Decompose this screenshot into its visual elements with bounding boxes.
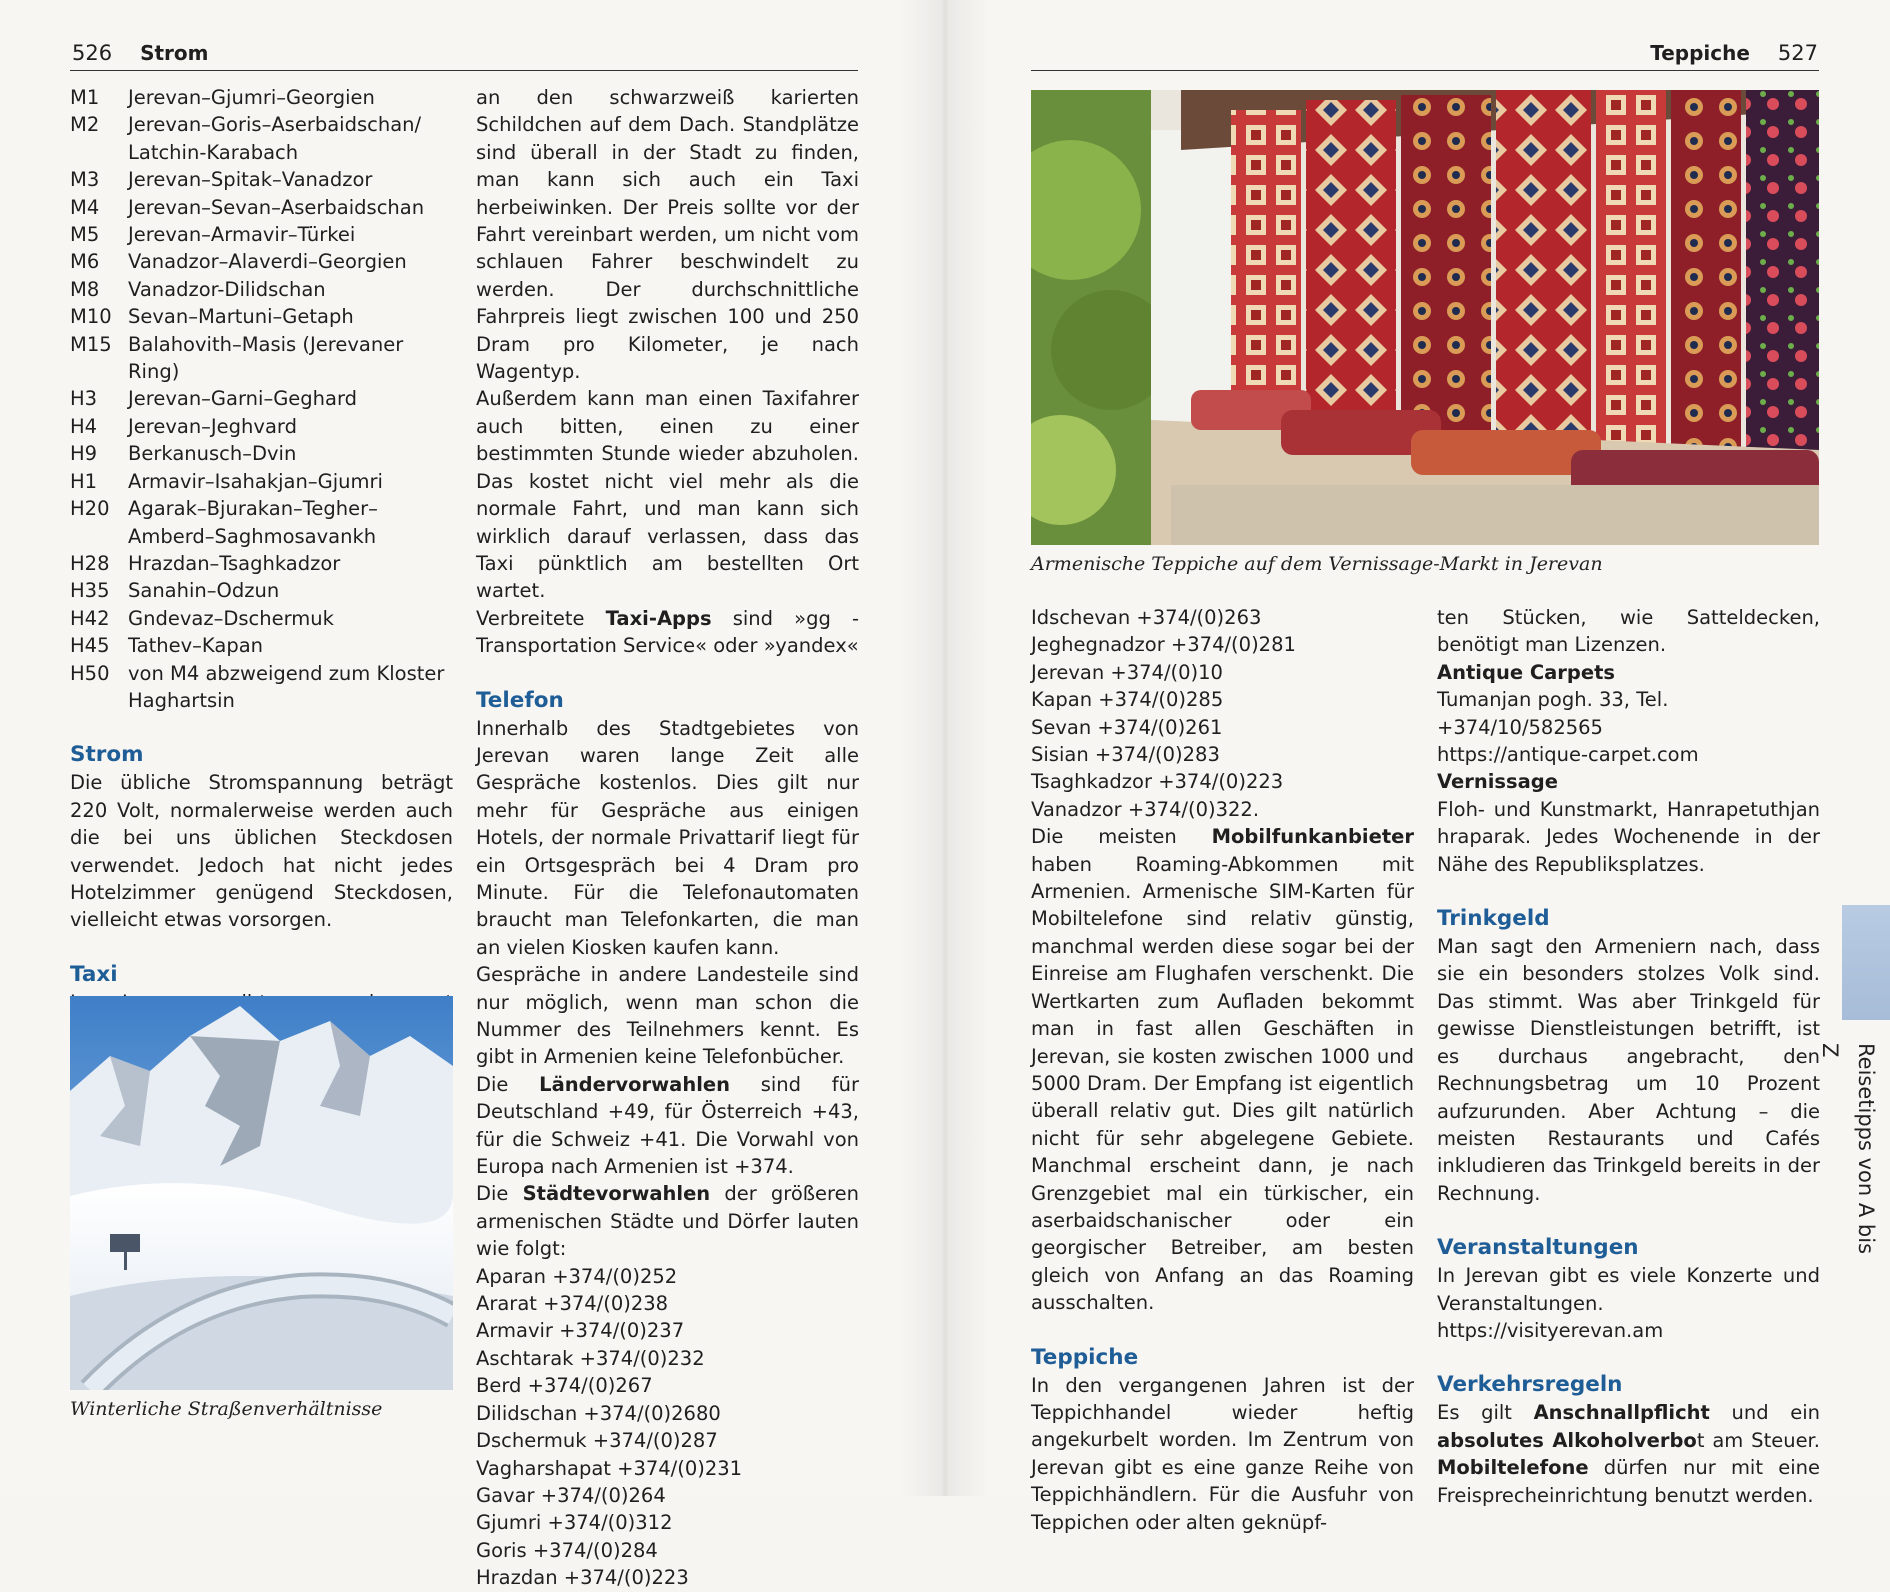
telefon-heading: Telefon [476,687,564,713]
route-description: Gndevaz–Dschermuk [128,606,334,630]
vernissage-name: Vernissage [1437,770,1558,794]
area-code-entry: Vagharshapat +374/(0)231 [476,1456,743,1480]
route-description: Jerevan–Gjumri–Georgien [128,86,375,109]
route-code: M10 [70,305,112,329]
area-code-entry: Aparan +374/(0)252 [476,1264,678,1288]
route-code: M4 [70,195,100,219]
chapter-thumb-tab [1842,905,1890,1020]
route-entry [70,495,453,550]
route-code: H35 [70,579,110,603]
route-entry [70,166,453,193]
route-entry [70,276,453,303]
teppiche-heading: Teppiche [1031,1344,1139,1370]
route-description: Balahovith–Masis (Jerevaner Ring) [128,332,404,384]
left-running-head [72,38,209,68]
mobilfunkanbieter-term: Mobilfunkanbieter [1211,825,1414,849]
route-code: H45 [70,634,110,658]
route-entry [70,577,453,604]
route-code: H1 [70,469,98,493]
left-column-2 [476,84,859,1592]
laendervorwahlen-term: Ländervorwahlen [539,1072,730,1096]
route-entry [70,331,453,386]
right-running-head [1650,38,1818,68]
route-description: Agarak–Bjurakan–Tegher–Amberd–Saghmosavankh [128,497,378,548]
left-column-1 [70,84,453,1071]
route-description: Hrazdan–Tsaghkadzor [128,551,341,575]
route-list [70,84,453,714]
area-code-entry: Idschevan +374/(0)263 [1031,606,1262,629]
area-code-entry: Hrazdan +374/(0)223 [476,1566,689,1590]
running-title-left: Strom [140,41,209,65]
chapter-side-label: Reisetipps von A bis Z [1818,1043,1878,1255]
area-code-entry: Kapan +374/(0)285 [1031,688,1224,712]
route-description: Vanadzor-Dilidschan [128,277,326,301]
carpet-market-image [1031,90,1819,545]
route-entry [70,385,453,412]
area-code-entry: Jeghegnadzor +374/(0)281 [1031,633,1296,657]
veranstaltungen-heading: Veranstaltungen [1437,1235,1639,1261]
antique-carpets-address: Tumanjan pogh. 33, Tel. +374/10/582565 [1437,688,1669,739]
left-page [0,0,945,1590]
route-description: Jerevan–Goris–Aserbaidschan/ Latchin-Karabach [128,113,422,164]
taxi-paragraph-3: Verbreitete Taxi-Apps sind »gg - Transportation Service« oder »yandex« [476,606,859,658]
route-entry [70,111,453,166]
route-description: Vanadzor–Alaverdi–Georgien [128,250,407,274]
page-number-left: 526 [72,41,113,65]
area-code-list-right [1031,604,1414,823]
route-entry [70,413,453,440]
area-code-entry: Aschtarak +374/(0)232 [476,1346,705,1370]
trinkgeld-text: Man sagt den Armeniern nach, dass sie ein besonders stolzes Volk sind. Das stimmt. Was aber Trinkgeld für gewisse Dienstleistungen betrifft, ist es durchaus angebracht, den Rechnungsbetrag um 10 Prozent aufzurunden. Aber Achtung – die meisten Restaurants und Cafés inkludieren das Trinkgeld bereits in der Rechnung. [1437,935,1820,1205]
route-description: Jerevan–Sevan–Aserbaidschan [128,195,425,219]
carpet-photo-caption: Armenische Teppiche auf dem Vernissage-Markt in Jerevan [1031,553,1603,575]
area-code-entry: Berd +374/(0)267 [476,1374,653,1398]
route-description: Sanahin–Odzun [128,579,280,603]
winter-road-photo [70,996,453,1390]
strom-heading: Strom [70,742,144,768]
route-entry [70,440,453,467]
teppiche-text: In den vergangenen Jahren ist der Teppichhandel wieder heftig angekurbelt worden. Im Zentrum von Jerevan gibt es eine ganze Reihe von Teppichhändlern. Für die Ausfuhr von Teppichen oder alten geknüpf- [1031,1373,1414,1534]
route-code: M3 [70,168,100,192]
area-code-entry: Tsaghkadzor +374/(0)223 [1031,770,1284,794]
route-entry [70,605,453,632]
winter-landscape-image [70,996,453,1390]
route-entry [70,84,453,111]
area-code-entry: Jerevan +374/(0)10 [1031,660,1223,684]
route-entry [70,468,453,495]
route-code: H42 [70,606,110,630]
vernissage-text: Floh- und Kunstmarkt, Hanrapetuthjan hraparak. Jedes Wochenende in der Nähe des Republiksplatzes. [1437,797,1820,876]
anschnallpflicht-term: Anschnallpflicht [1533,1401,1710,1425]
area-code-entry: Sisian +374/(0)283 [1031,743,1220,767]
alkoholverbot-term: absolutes Alkoholverbo [1437,1428,1697,1452]
area-code-entry: Sevan +374/(0)261 [1031,715,1223,739]
telefon-paragraph-2: Gespräche in andere Landesteile sind nur möglich, wenn man schon die Nummer des Teilnehmers kennt. Es gibt in Armenien keine Telefonbücher. [476,963,859,1069]
header-rule-left [70,70,858,71]
route-code: H3 [70,387,98,411]
right-column-1 [1031,604,1414,1536]
visityerevan-link[interactable]: https://visityerevan.am [1437,1318,1664,1342]
taxi-apps-term: Taxi-Apps [605,606,712,630]
route-entry [70,248,453,275]
running-title-right: Teppiche [1650,41,1750,65]
route-code: H20 [70,497,110,521]
strom-text: Die übliche Stromspannung beträgt 220 Volt, normalerweise werden auch die bei uns üblichen Steckdosen verwendet. Jedoch hat nicht jedes Hotelzimmer genügend Steckdosen, vielleicht etwas vorsorgen. [70,771,453,932]
antique-carpets-link[interactable]: https://antique-carpet.com [1437,743,1699,767]
area-code-entry: Ararat +374/(0)238 [476,1292,669,1316]
route-entry [70,550,453,577]
verkehrsregeln-heading: Verkehrsregeln [1437,1372,1623,1398]
area-code-entry: Dschermuk +374/(0)287 [476,1429,718,1453]
route-entry [70,660,453,715]
route-code: M15 [70,332,112,356]
route-description: Berkanusch–Dvin [128,442,297,466]
area-code-entry: Goris +374/(0)284 [476,1538,658,1562]
route-code: M6 [70,250,100,274]
mobilfunk-paragraph: Die meisten Mobilfunkanbieter haben Roaming-Abkommen mit Armenien. Armenische SIM-Karten für Mobiltelefone sind relativ günstig, manchmal werden diese sogar bei der Einreise am Flughafen verschenkt. Die Wertkarten zum Aufladen bekommt man in fast allen Geschäften in Jerevan, sie kosten zwischen 1000 und 5000 Dram. Der Empfang ist eigentlich überall relativ gut. Dies gilt natürlich nicht für sehr abgelegene Gebiete. Manchmal erscheint dann, je nach Grenzgebiet mal ein türkischer, ein aserbaidschanischer oder ein georgischer Betreiber, am besten gleich von Anfang an das Roaming ausschalten. [1031,825,1414,1315]
route-code: M1 [70,86,100,109]
veranstaltungen-text: In Jerevan gibt es viele Konzerte und Veranstaltungen. [1437,1264,1820,1315]
route-entry [70,632,453,659]
route-code: H28 [70,551,110,575]
route-description: Jerevan–Garni–Geghard [128,387,358,411]
header-rule-right [1031,70,1819,71]
area-code-entry: Dilidschan +374/(0)2680 [476,1401,721,1425]
route-description: Jerevan–Jeghvard [128,414,297,438]
area-code-entry: Armavir +374/(0)237 [476,1319,685,1343]
winter-photo-caption: Winterliche Straßenverhältnisse [70,1398,383,1420]
area-code-entry: Vanadzor +374/(0)322. [1031,797,1260,821]
route-code: M5 [70,223,100,247]
route-entry [70,194,453,221]
telefon-paragraph-4: Die Städtevorwahlen der größeren armenischen Städte und Dörfer lauten wie folgt: [476,1182,859,1261]
verkehrsregeln-text: Es gilt Anschnallpflicht und ein absolutes Alkoholverbot am Steuer. Mobiltelefone dürfen nur mit eine Freisprecheinrichtung benutzt werden. [1437,1401,1820,1507]
staedtevorwahlen-term: Städtevorwahlen [522,1182,711,1206]
route-code: H50 [70,661,110,685]
route-code: M8 [70,277,100,301]
carpet-market-photo [1031,90,1819,545]
taxi-paragraph-1: an den schwarzweiß karierten Schildchen auf dem Dach. Standplätze sind überall in der Stadt zu finden, man kann sich auch ein Taxi herbeiwinken. Der Preis sollte vor der Fahrt vereinbart werden, um nicht vom schlauen Fahrer beschwindelt zu werden. Der durchschnittliche Fahrpreis liegt zwischen 100 und 250 Dram pro Kilometer, je nach Wagentyp. [476,86,859,384]
route-code: H9 [70,442,98,466]
mobiltelefone-term: Mobiltelefone [1437,1456,1589,1480]
area-code-entry: Gavar +374/(0)264 [476,1483,666,1507]
teppiche-continued: ten Stücken, wie Satteldecken, benötigt man Lizenzen. [1437,606,1820,657]
route-description: Tathev–Kapan [128,634,264,658]
trinkgeld-heading: Trinkgeld [1437,906,1550,932]
taxi-paragraph-2: Außerdem kann man einen Taxifahrer auch bitten, einen zu einer bestimmten Stunde wieder abzuholen. Das kostet nicht viel mehr als die normale Fahrt, und man kann sich wirklich darauf verlassen, dass das Taxi pünktlich am bestellten Ort wartet. [476,387,859,603]
area-code-list-left [476,1263,859,1592]
page-number-right: 527 [1777,41,1818,65]
telefon-paragraph-1: Innerhalb des Stadtgebietes von Jerevan waren lange Zeit alle Gespräche kostenlos. Dies gilt nur mehr für Gespräche aus einigen Hotels, der normale Privattarif liegt für ein Ortsgespräch bei 4 Dram pro Minute. Für die Telefonautomaten braucht man Telefonkarten, die man an vielen Kiosken kaufen kann. [476,716,859,959]
taxi-heading: Taxi [70,961,118,987]
route-code: M2 [70,113,100,137]
right-column-2 [1437,604,1820,1509]
route-description: Jerevan–Armavir–Türkei [128,223,356,247]
route-description: Sevan–Martuni–Getaph [128,305,354,329]
route-entry [70,221,453,248]
right-page [945,0,1890,1534]
antique-carpets-name: Antique Carpets [1437,660,1616,684]
area-code-entry: Gjumri +374/(0)312 [476,1511,673,1535]
route-description: von M4 abzweigend zum Kloster Haghartsin [128,661,445,712]
route-description: Jerevan–Spitak–Vanadzor [128,168,373,192]
route-code: H4 [70,414,98,438]
telefon-paragraph-3: Die Ländervorwahlen sind für Deutschland +49, für Österreich +43, für die Schweiz +41. Die Vorwahl von Europa nach Armenien ist +374. [476,1072,859,1179]
route-description: Armavir–Isahakjan–Gjumri [128,469,383,493]
route-entry [70,303,453,330]
